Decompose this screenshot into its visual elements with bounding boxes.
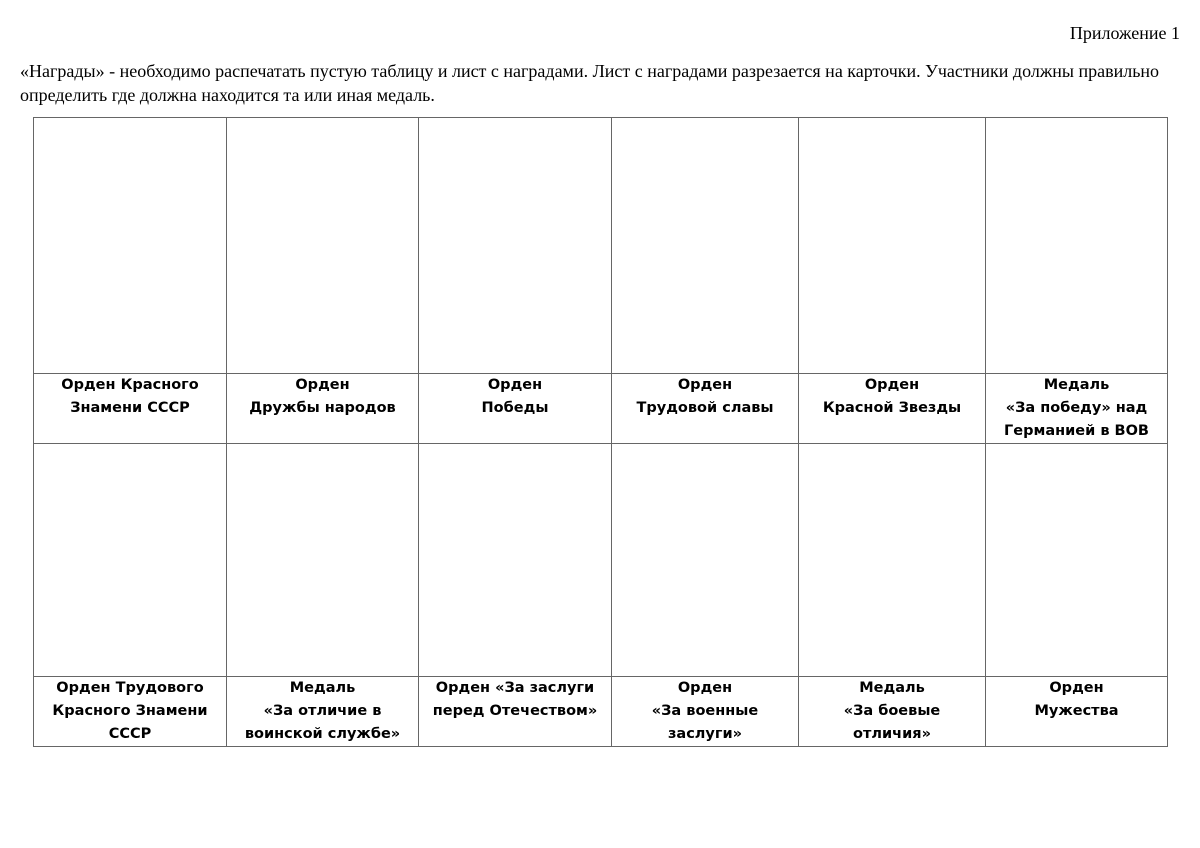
award-label-cell	[986, 374, 1168, 444]
appendix-label: Приложение 1	[1069, 23, 1180, 43]
award-label: Орден Мужества	[1034, 680, 1119, 719]
award-label: Орден Трудового Красного Знамени СССР	[52, 680, 208, 742]
award-label-cell	[227, 677, 419, 747]
empty-image-cell	[799, 118, 986, 374]
award-label: Орден Дружбы народов	[249, 377, 396, 416]
label-row-2	[34, 677, 1168, 747]
award-label: Медаль «За боевые отличия»	[843, 680, 941, 742]
award-label-cell	[34, 677, 227, 747]
award-label-cell	[34, 374, 227, 444]
instructions-text: «Награды» - необходимо распечатать пустую таблицу и лист с наградами. Лист с наградами разрезается на карточки. Участники должны правильно определить где должна находится та или иная медаль.	[20, 61, 1160, 105]
award-label-cell	[612, 374, 799, 444]
label-row-1	[34, 374, 1168, 444]
award-label-cell	[419, 374, 612, 444]
empty-image-cell	[227, 444, 419, 677]
image-row-1	[34, 118, 1168, 374]
award-label-cell	[799, 677, 986, 747]
empty-image-cell	[986, 118, 1168, 374]
empty-image-cell	[612, 118, 799, 374]
image-row-2	[34, 444, 1168, 677]
award-label: Орден «За заслуги перед Отечеством»	[432, 680, 598, 719]
award-label: Медаль «За победу» над Германией в ВОВ	[1004, 377, 1149, 439]
empty-image-cell	[986, 444, 1168, 677]
awards-table	[33, 117, 1168, 747]
award-label-cell	[419, 677, 612, 747]
award-label-cell	[612, 677, 799, 747]
empty-image-cell	[227, 118, 419, 374]
empty-image-cell	[34, 118, 227, 374]
empty-image-cell	[34, 444, 227, 677]
award-label: Орден Красной Звезды	[822, 377, 962, 416]
empty-image-cell	[612, 444, 799, 677]
award-label-cell	[227, 374, 419, 444]
award-label-cell	[799, 374, 986, 444]
award-label: Орден «За военные заслуги»	[651, 680, 759, 742]
award-label: Орден Красного Знамени СССР	[61, 377, 199, 416]
empty-image-cell	[419, 118, 612, 374]
empty-image-cell	[419, 444, 612, 677]
award-label: Орден Трудовой славы	[636, 377, 774, 416]
award-label: Орден Победы	[481, 377, 549, 416]
award-label: Медаль «За отличие в воинской службе»	[244, 680, 401, 742]
empty-image-cell	[799, 444, 986, 677]
award-label-cell	[986, 677, 1168, 747]
